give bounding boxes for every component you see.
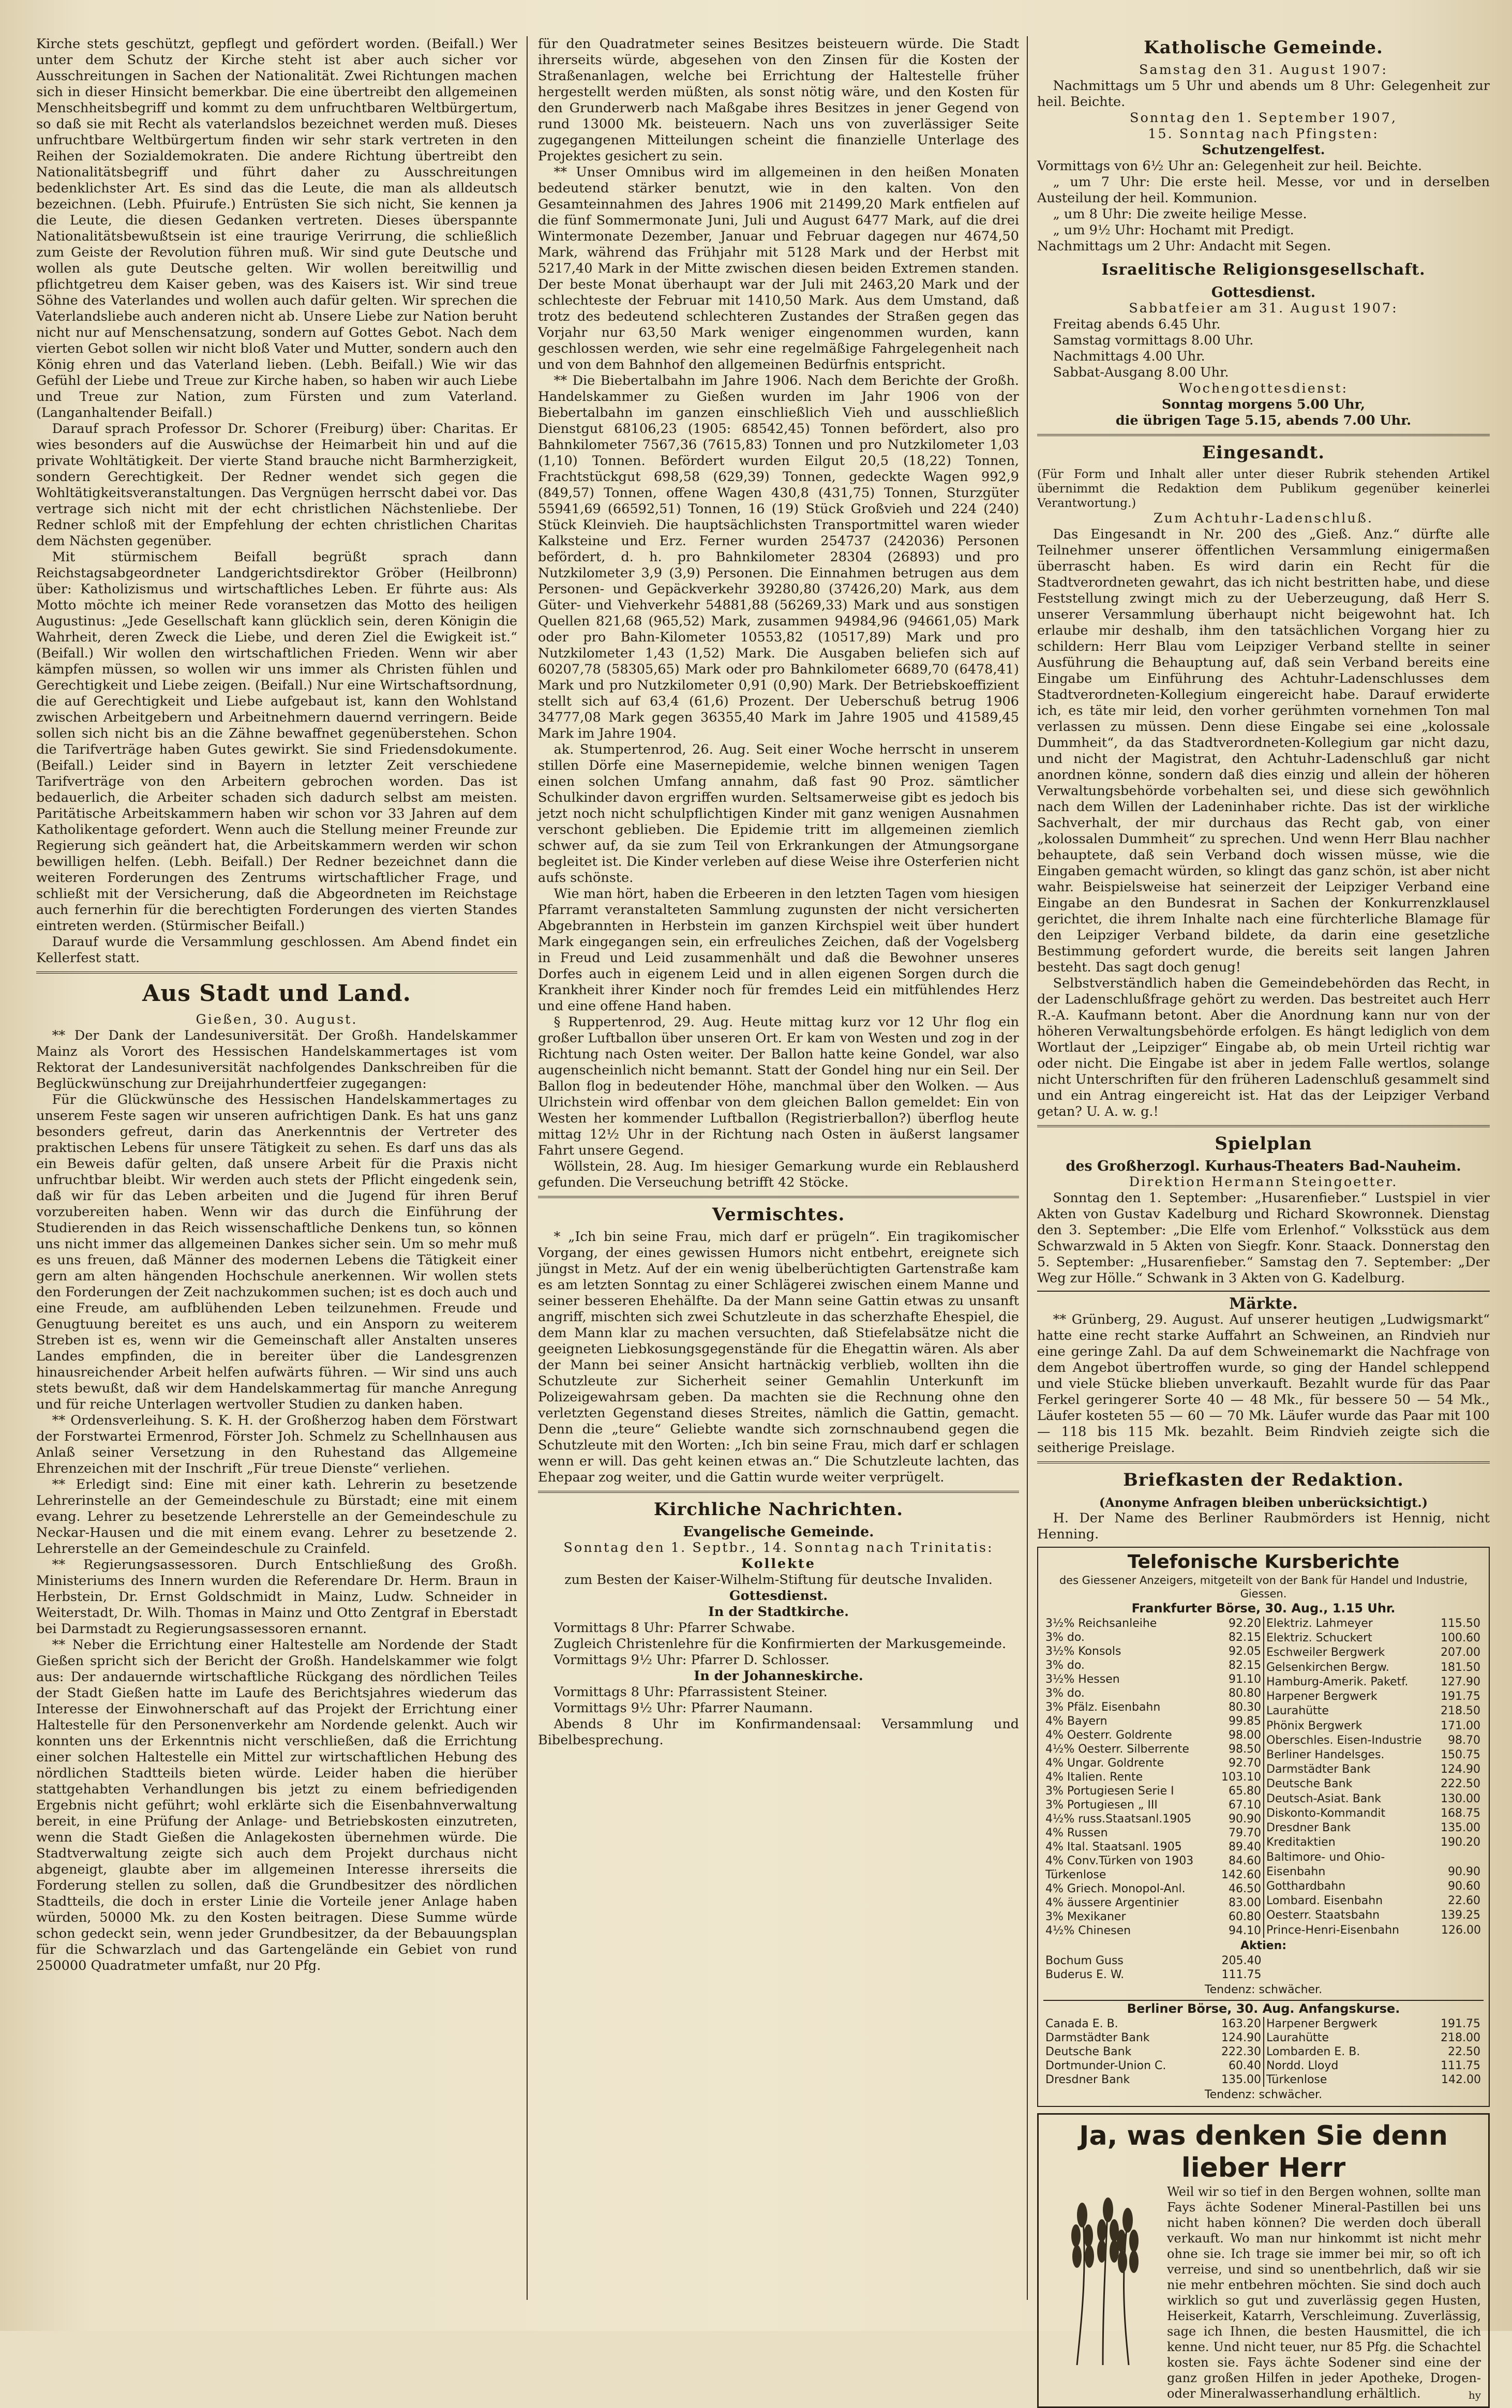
quote-value: 142.00: [1441, 2073, 1481, 2086]
quote-value: 98.50: [1229, 1743, 1261, 1756]
quote-value: 135.00: [1441, 1821, 1480, 1835]
quote-value: 130.00: [1441, 1792, 1480, 1805]
service-line: „ um 7 Uhr: Die erste heil. Messe, vor und in derselben Austeilung der heil. Kommunion.: [1037, 174, 1490, 206]
stock-report-title: Telefonische Kursberichte: [1127, 1551, 1400, 1573]
quote-row: [1264, 1806, 1483, 1821]
quote-value: 92.05: [1229, 1645, 1261, 1658]
tendenz-line: Tendenz: schwächer.: [1204, 1983, 1323, 1996]
quote-name: 4% Ital. Staatsanl. 1905: [1045, 1841, 1182, 1853]
quote-row: [1043, 1714, 1263, 1728]
quote-name: 3% do.: [1045, 1659, 1085, 1672]
quote-name: Laurahütte: [1266, 2031, 1329, 2044]
section-divider: [1037, 1291, 1490, 1292]
article-paragraph: Selbstverständlich haben die Gemeindebehörden das Recht, in der Ladenschlußfrage gehört zu werden. Das bestreitet auch Herr R.-A. Kaufmann betont. Aber die Anordnung kann nur von der höheren Verwaltungsbehörde erfolgen. Es hängt lediglich von dem Wortlaut der „Leipziger“ Eingabe ab, ob mein Urteil richtig war oder nicht. Die Eingabe ist aber in jedem Falle wertlos, solange nicht Unterschriften für den früheren Ladenschluß gesammelt sind und ein Antrag eingereicht ist. Hat das der Leipziger Verband getan? U. A. w. g.!: [1037, 976, 1490, 1119]
quote-name: 4½% Oesterr. Silberrente: [1045, 1743, 1189, 1756]
quote-value: 218.50: [1441, 1704, 1480, 1718]
service-line: „ um 8 Uhr: Die zweite heilige Messe.: [1053, 206, 1307, 222]
quote-row: [1043, 1631, 1263, 1644]
quote-value: 103.10: [1221, 1771, 1261, 1784]
quote-name: 3% Mexikaner: [1045, 1910, 1126, 1923]
quote-row: [1264, 1631, 1483, 1646]
quote-name: 4% Conv.Türken von 1903: [1045, 1854, 1194, 1867]
quote-value: 126.00: [1441, 1923, 1481, 1937]
quote-value: 90.90: [1229, 1813, 1261, 1826]
quote-row: [1043, 1924, 1263, 1938]
article-paragraph: * „Ich bin seine Frau, mich darf er prügeln“. Ein tragikomischer Vorgang, der eines gewissen Humors nicht entbehrt, ereignete sich jüngst in Metz. Auf der ein wenig übelberüchtigten Gartenstraße kam es am letzten Sonntag zu einer Schlägerei zwischen einem Manne und seiner besseren Ehehälfte. Da der Mann seine Gattin etwas zu unsanft angriff, mischten sich zwei Schutzleute in das scherzhafte Ehespiel, die dem Mann klar zu machen versuchten, daß Stiefelabsätze nicht die geeigneten Liebkosungsgegenstände für die Ehegattin wären. Als aber der Mann bei seiner Ansicht hartnäckig verblieb, wollten ihn die Schutzleute zur Sicherheit seiner Gemahlin Unterkunft im Polizeigewahrsam geben. Da machten sie die Rechnung ohne den verletzten Gegenstand dieses Streites, nämlich die Gattin, gemacht. Denn die „teure“ Geliebte wandte sich zornschnaubend gegen die Schutzleute mit den Worten: „Ich bin seine Frau, mich darf er schlagen wenn er will. Das geht keinen etwas an.“ Die Schutzleute lachten, das Ehepaar zog weiter, und die Gattin wurde weiter verprügelt.: [538, 1229, 1019, 1485]
subheading: Zum Achtuhr-Ladenschluß.: [1154, 511, 1373, 526]
article-paragraph: ** Grünberg, 29. August. Auf unserer heutigen „Ludwigsmarkt“ hatte eine recht starke Auffahrt an Schweinen, an Rindvieh nur eine geringe Zahl. Da auf dem Schweinemarkt die Nachfrage von dem Angebot übertroffen wurde, so ging der Handel schleppend und viele Stücke blieben unverkauft. Bezahlt wurde für das Paar Ferkel geringerer Sorte 40 — 48 Mk., für bessere 50 — 54 Mk., Läufer kosteten 55 — 60 — 70 Mk. Läufer wurde das Paar mit 100 — 118 bis 115 Mk. bezahlt. Beim Rindvieh zeigte sich die seitherige Preislage.: [1037, 1312, 1490, 1456]
quote-value: [1435, 1850, 1483, 1865]
quote-row: [1043, 1896, 1263, 1910]
quote-name: 3½% Konsols: [1045, 1645, 1121, 1658]
column-rule-1: [527, 36, 528, 2300]
article-paragraph: ak. Stumpertenrod, 26. Aug. Seit einer Woche herrscht in unserem stillen Dörfe eine Masernepidemie, welche binnen wenigen Tagen einen solchen Umfang annahm, daß fast 90 Proz. sämtlicher Schulkinder davon ergriffen wurden. Seltsamerweise gibt es jedoch bis jetzt noch nicht schulpflichtigen Kinder mit ganz wenigen Ausnahmen verschont geblieben. Die Epidemie tritt im allgemeinen ziemlich schwer auf, da sie zum Teil von Erkrankungen der Atmungsorgane begleitet ist. Die Kinder verleben auf diese Weise ihre Osterferien nicht aufs schönste.: [538, 742, 1019, 886]
service-line: Kollekte: [741, 1556, 816, 1572]
quote-name: 3% Portugiesen „ III: [1045, 1799, 1158, 1812]
quote-name: Eisenbahn: [1266, 1865, 1326, 1878]
quote-value: 60.80: [1229, 1910, 1261, 1923]
quote-name: Berliner Handelsges.: [1266, 1748, 1385, 1761]
section-divider: [1037, 1461, 1490, 1463]
local-news-paragraph: ** Der Dank der Landesuniversität. Der Großh. Handelskammer Mainz als Vorort des Hessischen Handelskammertages ist vom Rektorat der Landesuniversität nachfolgendes Dankschreiben für die Beglückwünschung zur Dreijahrhundertfeier zugegangen:: [36, 1028, 517, 1091]
quote-value: 84.60: [1229, 1854, 1261, 1867]
quote-value: 124.90: [1441, 1763, 1480, 1776]
quote-row: [1264, 2017, 1483, 2031]
quote-row: [1043, 1672, 1263, 1686]
service-line: Nachmittags um 2 Uhr: Andacht mit Segen.: [1037, 238, 1331, 254]
quote-row: [1043, 1644, 1263, 1658]
quote-name: Bochum Guss: [1045, 1954, 1124, 1967]
quote-name: 4% Russen: [1045, 1827, 1108, 1839]
quote-name: 3½% Hessen: [1045, 1673, 1120, 1686]
service-line: Sabbatfeier am 31. August 1907:: [1129, 301, 1398, 316]
quote-row: [1264, 2073, 1483, 2087]
quote-name: Eschweiler Bergwerk: [1266, 1646, 1385, 1659]
service-line: Freitag abends 6.45 Uhr.: [1053, 317, 1221, 332]
section-heading-kirchliche: Kirchliche Nachrichten.: [653, 1499, 904, 1520]
quote-name: Laurahütte: [1266, 1704, 1329, 1718]
quote-row: [1043, 1798, 1263, 1812]
quote-value: 222.30: [1221, 2045, 1261, 2058]
quote-value: 171.00: [1441, 1719, 1480, 1732]
quote-name: Harpener Bergwerk: [1266, 2017, 1378, 2030]
quote-row: [1264, 1879, 1483, 1894]
quote-name: 4% Italien. Rente: [1045, 1771, 1143, 1784]
local-news-paragraph: ** Neber die Errichtung einer Haltestelle am Nordende der Stadt Gießen spricht sich der Bericht der Großh. Handelskammer wie folgt aus: Der andauernde wirtschaftliche Rückgang des nördlichen Teiles der Stadt Gießen hatte im Laufe des Berichtsjahres wiederum das Interesse der Einwohnerschaft auf das Projekt der Errichtung einer Haltestelle für den Personenverkehr am Nordende gelenkt. Auch wir konnten uns der Erkenntnis nicht verschließen, daß die Errichtung einer solchen Haltestelle ein Mittel zur wirtschaftlichen Hebung des nördlichen Stadtteils bieten würde. Leider haben die hierüber stattgehabten Verhandlungen bis jetzt zu einem befriedigenden Ergebnis nicht geführt; wohl erklärte sich die Eisenbahnverwaltung bereit, in eine Prüfung der Anlage- und Betriebskosten einzutreten, wenn die Stadt Gießen die Anlagekosten übernehmen würde. Die Stadtverwaltung zeigte sich auch dem Projekt durchaus nicht abgeneigt, glaubte aber im allgemeinen Interesse ihrerseits die Forderung stellen zu sollen, daß die Grundbesitzer des nördlichen Stadtteils, die doch in erster Linie die Vorteile jener Anlage haben würden, 50000 Mk. zu den Kosten beitragen. Diese Summe würde schon gedeckt sein, wenn jeder Grundbesitzer, da der Bebauungsplan für die Schwarzlach und das Gartengelände ein Gebiet von rund 250000 Quadratmeter umfaßt, nur 20 Pfg.: [36, 1637, 517, 1973]
quote-row: [1264, 1617, 1483, 1631]
quote-name: Deutsche Bank: [1045, 2045, 1132, 2058]
service-line: Vormittags 9½ Uhr: Pfarrer Naumann.: [553, 1700, 813, 1716]
service-line: In der Johanneskirche.: [694, 1668, 863, 1684]
quote-row: [1264, 2059, 1483, 2073]
tendenz-line: Tendenz: schwächer.: [1204, 2088, 1323, 2101]
service-line: Sonntag den 1. September 1907,: [1129, 110, 1398, 126]
service-line: Vormittags 8 Uhr: Pfarrer Schwabe.: [553, 1620, 796, 1636]
article-paragraph: Darauf sprach Professor Dr. Schorer (Freiburg) über: Charitas. Er wies besonders auf die Auswüchse der Heimarbeit hin und auf die private Wohltätigkeit. Der vierte Stand brauche nicht Barmherzigkeit, sondern Gerechtigkeit. Der Redner wendet sich gegen die Wohltätigkeitsveranstaltungen. Das Vergnügen herrscht dabei vor. Das vertrage sich nicht mit der echt christlichen Nächstenliebe. Der Redner schloß mit der Empfehlung der echten christlichen Charitas dem Nächsten gegenüber.: [36, 421, 517, 549]
section-divider: [538, 1196, 1019, 1198]
quote-row: [1264, 1923, 1483, 1938]
dateline: Gießen, 30. August.: [196, 1012, 358, 1027]
quote-name: Lombarden E. B.: [1266, 2045, 1360, 2058]
section-divider: [1037, 1125, 1490, 1127]
quote-value: 80.30: [1229, 1701, 1261, 1714]
quote-name: Nordd. Lloyd: [1266, 2059, 1339, 2072]
quote-row: [1043, 1686, 1263, 1700]
advertisement-sodener: [1037, 2113, 1490, 2408]
section-heading-briefkasten: Briefkasten der Redaktion.: [1123, 1470, 1404, 1490]
ad-body-text: Weil wir so tief in den Bergen wohnen, sollte man Fays ächte Sodener Mineral-Pastillen bei uns nicht haben können? Die werden doch überall verkauft. Wo man nur hinkommt ist nicht mehr ohne sie. Ich trage sie immer bei mir, so oft ich verreise, und sind so unentbehrlich, daß wir sie nie mehr entbehren möchten. Sie sind doch auch wirklich so gut und zuverlässig gegen Husten, Heiserkeit, Katarrh, Verschleimung. Zuverlässig, sage ich Ihnen, die besten Hausmittel, die ich kenne. Und nicht teuer, nur 85 Pfg. die Schachtel kosten sie. Fays ächte Sodener sind eine der ganz großen Hilfen in jeder Apotheke, Drogen- oder Mineralwasserhandlung erhältlich.: [1167, 2185, 1481, 2401]
service-line: „ um 9½ Uhr: Hochamt mit Predigt.: [1053, 222, 1294, 238]
quote-name: Dresdner Bank: [1266, 1821, 1351, 1835]
column-2: [538, 36, 1019, 2300]
quote-row: [1264, 1762, 1483, 1777]
quote-row: [1264, 1719, 1483, 1733]
quote-row: [1264, 1689, 1483, 1704]
quote-name: Türkenlose: [1266, 2073, 1327, 2086]
quote-value: 142.60: [1221, 1868, 1261, 1881]
quote-name: Phönix Bergwerk: [1266, 1719, 1363, 1732]
quote-row: [1043, 2031, 1263, 2045]
director-line: Direktion Hermann Steingoetter.: [1129, 1174, 1398, 1190]
service-line: Vormittags von 6½ Uhr an: Gelegenheit zur heil. Beichte.: [1037, 158, 1422, 174]
local-news-paragraph: ** Ordensverleihung. S. K. H. der Großherzog haben dem Förstwart der Forstwartei Ermenrod, Förster Joh. Schmelz zu Schellnhausen aus Anlaß seiner Versetzung in den Ruhestand das Allgemeine Ehrenzeichen mit der Inschrift „Für treue Dienste“ verliehen.: [36, 1413, 517, 1476]
quote-row: [1264, 1865, 1483, 1879]
quote-name: 4% Ungar. Goldrente: [1045, 1757, 1164, 1770]
quote-value: 46.50: [1229, 1882, 1261, 1895]
quote-row: [1264, 1646, 1483, 1660]
aktien-table: [1043, 1954, 1264, 1982]
share-table: [1263, 1617, 1484, 1938]
subheading: des Großherzogl. Kurhaus-Theaters Bad-Nauheim.: [1066, 1158, 1461, 1174]
quote-value: 82.15: [1229, 1659, 1261, 1672]
quote-name: Harpener Bergwerk: [1266, 1690, 1378, 1703]
ad-mark: hy: [1468, 2389, 1481, 2401]
quote-value: 135.00: [1221, 2073, 1261, 2086]
quote-row: [1043, 1770, 1263, 1784]
quote-row: [1043, 1617, 1263, 1631]
quote-name: Gotthardbahn: [1266, 1879, 1346, 1893]
quote-row: [1043, 1728, 1263, 1742]
quote-name: Darmstädter Bank: [1045, 2031, 1150, 2044]
quote-value: 92.70: [1229, 1757, 1261, 1770]
quote-value: 22.60: [1448, 1894, 1480, 1908]
quote-name: 3½% Reichsanleihe: [1045, 1617, 1157, 1630]
quote-name: Prince-Henri-Eisenbahn: [1266, 1923, 1399, 1937]
quote-name: Elektriz. Schuckert: [1266, 1632, 1372, 1645]
quote-name: Dortmunder-Union C.: [1045, 2059, 1166, 2072]
section-divider: [36, 971, 517, 974]
frankfurt-exchange-heading: Frankfurter Börse, 30. Aug., 1.15 Uhr.: [1131, 1601, 1396, 1616]
article-paragraph: Mit stürmischem Beifall begrüßt sprach dann Reichstagsabgeordneter Landgerichtsdirektor Gröber (Heilbronn) über: Katholizismus und wirtschaftliches Leben. Er führte aus: Als Motto möchte ich meiner Rede voransetzen das Motto des heiligen Augustinus: „Jede Gesellschaft kann glücklich sein, deren Königin die Wahrheit, deren Zweck die Liebe, und deren Ziel die Ewigkeit ist.“ (Beifall.) Wir wollen den wirtschaftlichen Frieden. Wenn wir aber kämpfen müssen, so wollen wir uns immer als Christen fühlen und Gerechtigkeit und Liebe zeigen. (Beifall.) Nur eine Wirtschaftsordnung, die auf Gerechtigkeit und Liebe aufgebaut ist, kann den Wohlstand zwischen Arbeitgebern und Arbeitnehmern dauernd verringern. Beide sollen sich nicht bis an die Zähne bewaffnet gegenüberstehen. Schon die Tarifverträge haben Gutes gewirkt. Sie sind Friedensdokumente. (Beifall.) Leider sind in Bayern in letzter Zeit verschiedene Tarifverträge von den Arbeitern gebrochen worden. Das ist bedauerlich, die Arbeiter schaden sich dadurch selbst am meisten. Paritätische Arbeitskammern haben wir schon vor 33 Jahren auf dem Katholikentage gefordert. Wenn auch die Stellung meiner Freunde zur Regierung sich geändert hat, die Arbeitskammern werden wir schon bewilligen helfen. (Lebh. Beifall.) Der Redner bezeichnet dann die weiteren Forderungen des Zentrums wirtschaftlicher Frage, und schließt mit der Versicherung, daß die Abgeordneten im Reichstage auch fernerhin für die berechtigten Forderungen des vierten Standes eintreten werden. (Stürmischer Beifall.): [36, 549, 517, 934]
berlin-table-right: [1263, 2017, 1484, 2087]
service-line: Samstag den 31. August 1907:: [1139, 62, 1388, 78]
quote-row: [1043, 1854, 1263, 1868]
service-line: 15. Sonntag nach Pfingsten:: [1148, 126, 1379, 142]
quote-name: 4% Griech. Monopol-Anl.: [1045, 1882, 1186, 1895]
berlin-table-left: [1043, 2017, 1263, 2087]
quote-value: 111.75: [1441, 2059, 1480, 2072]
column-3: [1037, 36, 1490, 2401]
stock-report-box: [1037, 1547, 1490, 2107]
quote-row: [1264, 1821, 1483, 1835]
quote-row: [1264, 1908, 1483, 1923]
quote-name: Kreditaktien: [1266, 1836, 1336, 1849]
quote-name: 3% do.: [1045, 1687, 1085, 1700]
article-paragraph: H. Der Name des Berliner Raubmörders ist Hennig, nicht Henning.: [1037, 1510, 1490, 1542]
quote-value: 127.90: [1441, 1675, 1480, 1688]
quote-value: 191.75: [1441, 2017, 1480, 2030]
quote-value: 181.50: [1441, 1661, 1480, 1674]
quote-row: [1264, 1894, 1483, 1908]
quote-row: [1043, 1742, 1263, 1756]
service-line: In der Stadtkirche.: [708, 1604, 849, 1620]
article-paragraph: Darauf wurde die Versammlung geschlossen. Am Abend findet ein Kellerfest statt.: [36, 934, 517, 966]
quote-name: Baltimore- und Ohio-: [1266, 1850, 1385, 1864]
section-heading-eingesandt: Eingesandt.: [1202, 442, 1325, 463]
quote-value: 163.20: [1221, 2017, 1261, 2030]
service-line: die übrigen Tage 5.15, abends 7.00 Uhr.: [1115, 413, 1412, 428]
quote-row: [1264, 1777, 1483, 1791]
quote-row: [1264, 1850, 1483, 1865]
quote-row: [1043, 2059, 1263, 2073]
quote-name: Dresdner Bank: [1045, 2073, 1130, 2086]
stock-table-frankfurt: [1043, 1617, 1484, 1938]
section-heading-katholisch: Katholische Gemeinde.: [1144, 37, 1383, 58]
service-line: Zugleich Christenlehre für die Konfirmierten der Markusgemeinde.: [553, 1636, 1007, 1652]
local-news-paragraph: Für die Glückwünsche des Hessischen Handelskammertages zu unserem Feste sagen wir unseren aufrichtigen Dank. Es hat uns ganz besonders gefreut, darin das Anerkenntnis der Vertreter des praktischen Lebens für unsere Tätigkeit zu sehen. Es darf uns das als ein Beweis dafür gelten, daß unsere Arbeit für die Praxis nicht unfruchtbar bleibt. Wir werden auch stets der Pflicht eingedenk sein, daß wir für das Leben arbeiten und die Jugend für ihren Beruf vorzubereiten haben. Wenn wir das durch die Einführung der Studierenden in das Reich wissenschaftliche Denkens tun, so können uns nicht immer das allgemeinen Dankes sicher sein. Um so mehr muß es uns freuen, daß Männer des modernen Lebens die Tätigkeit einer gern am alten hängenden Hochschule anerkennen. Wir wollen stets den Forderungen der Zeit nachzukommen suchen; ist es doch auch und eine Freude, am aufblühenden Leben teilzunehmen. Freude und Genugtuung bereitet es uns auch, und ein Ansporn zu weiterem Streben ist es, wenn wir die Gemeinschaft aller Anstalten unseres Landes empfinden, die in bereiter über die Landesgrenzen hinausreichender Arbeit helfen aufwärts führen. — Wir sind uns auch stets bewußt, daß wir dem Handelskammertag für manche Anregung und für reiche Unterlagen wertvoller Studien zu danken haben.: [36, 1092, 517, 1412]
quote-row: [1043, 1968, 1264, 1982]
service-line: Vormittags 8 Uhr: Pfarrassistent Steiner.: [553, 1684, 828, 1700]
article-paragraph: Wöllstein, 28. Aug. Im hiesiger Gemarkung wurde ein Reblausherd gefunden. Die Verseuchung betrifft 42 Stöcke.: [538, 1159, 1019, 1190]
service-line: Gottesdienst.: [729, 1588, 828, 1604]
service-line: Abends 8 Uhr im Konfirmandensaal: Versammlung und Bibelbesprechung.: [538, 1716, 1019, 1748]
quote-name: Darmstädter Bank: [1266, 1763, 1371, 1776]
quote-value: 111.75: [1221, 1968, 1262, 1981]
bond-table: [1043, 1617, 1263, 1938]
subheading: (Anonyme Anfragen bleiben unberücksichtigt.): [1099, 1495, 1428, 1510]
quote-value: 98.70: [1448, 1733, 1480, 1747]
quote-row: [1043, 1784, 1263, 1798]
service-line: zum Besten der Kaiser-Wilhelm-Stiftung für deutsche Invaliden.: [564, 1572, 993, 1588]
berlin-exchange-heading: Berliner Börse, 30. Aug. Anfangskurse.: [1043, 2000, 1484, 2017]
quote-name: 3% do.: [1045, 1631, 1085, 1644]
quote-value: 218.00: [1441, 2031, 1480, 2044]
quote-value: 89.40: [1229, 1841, 1261, 1853]
quote-row: [1043, 1840, 1263, 1854]
article-paragraph: für den Quadratmeter seines Besitzes beisteuern würde. Die Stadt ihrerseits würde, abgesehen von den Zinsen für die Kosten der Straßenanlagen, welche bei Errichtung der Haltestelle früher hergestellt werden müßten, als sonst nötig wäre, und den Kosten für den Grunderwerb nach Maßgabe ihres Besitzes in jener Gegend von rund 13000 Mk. beisteuern. Nach uns von zuverlässiger Seite zugegangenen Mitteilungen scheint die finanzielle Unterlage des Projektes gesichert zu sein.: [538, 36, 1019, 164]
quote-row: [1264, 1733, 1483, 1748]
quote-row: [1264, 1661, 1483, 1675]
quote-value: 67.10: [1229, 1799, 1261, 1812]
quote-row: [1264, 1704, 1483, 1718]
quote-value: 115.50: [1441, 1617, 1480, 1630]
quote-value: 100.60: [1441, 1632, 1480, 1645]
quote-value: 150.75: [1441, 1748, 1480, 1761]
editorial-note: (Für Form und Inhalt aller unter dieser Rubrik stehenden Artikel übernimmt die Redaktion dem Publikum gegenüber keinerlei Verantwortung.): [1037, 468, 1490, 510]
quote-row: [1264, 2031, 1483, 2045]
article-paragraph: ** Die Biebertalbahn im Jahre 1906. Nach dem Berichte der Großh. Handelskammer zu Gießen wurden im Jahr 1906 von der Biebertalbahn im ganzen einschließlich Vieh und ausschließlich Dienstgut 68106,23 (1905: 68542,45) Tonnen befördert, also pro Bahnkilometer 7567,36 (7615,83) Tonnen und pro Nutzkilometer 1,03 (1,10) Tonnen. Befördert wurden Eilgut 20,5 (18,22) Tonnen, Frachtstückgut 698,58 (629,39) Tonnen, gedeckte Wagen 992,9 (849,57) Tonnen, offene Wagen 430,8 (431,75) Tonnen, Sturzgüter 55941,69 (66592,51) Tonnen, 16 (19) Stück Großvieh und 224 (240) Stück Kleinvieh. Die hauptsächlichsten Transportmittel waren wieder Kalksteine und Erz. Ferner wurden 254737 (242036) Personen befördert, d. h. pro Bahnkilometer 28304 (26893) und pro Nutzkilometer 3,9 (3,9) Personen. Die Einnahmen betrugen aus dem Personen- und Gepäckverkehr 39280,80 (37426,20) Mark, aus dem Güter- und Viehverkehr 54881,88 (56269,33) Mark und aus sonstigen Quellen 821,68 (965,52) Mark, zusammen 94984,96 (94661,05) Mark oder pro Bahn-Kilometer 10553,82 (10517,89) Mark und pro Nutzkilometer 1,43 (1,52) Mark. Die Ausgaben beliefen sich auf 60207,78 (58305,65) Mark oder pro Bahnkilometer 6689,70 (6478,41) Mark und pro Nutzkilometer 0,91 (0,90) Mark. Der Betriebskoeffizient stellt sich auf 63,4 (61,6) Prozent. Der Ueberschuß betrug 1906 34777,08 Mark gegen 36355,40 Mark im Jahre 1905 und 41589,45 Mark im Jahre 1904.: [538, 373, 1019, 741]
service-line: Sonntag morgens 5.00 Uhr,: [1162, 397, 1365, 412]
quote-value: 191.75: [1441, 1690, 1480, 1703]
quote-value: 190.20: [1441, 1836, 1480, 1849]
quote-value: 94.10: [1229, 1924, 1261, 1937]
quote-name: Deutsch-Asiat. Bank: [1266, 1792, 1381, 1805]
stock-report-subtitle: des Giessener Anzeigers, mitgeteilt von der Bank für Handel und Industrie, Giessen.: [1059, 1574, 1468, 1600]
ad-headline: Ja, was denken Sie denn lieber Herr: [1079, 2120, 1448, 2183]
quote-name: Oberschles. Eisen-Industrie: [1266, 1733, 1422, 1747]
service-line: Samstag vormittags 8.00 Uhr.: [1053, 333, 1254, 348]
wheat-illustration-icon: [1046, 2184, 1160, 2401]
service-line: Nachmittags um 5 Uhr und abends um 8 Uhr: Gelegenheit zur heil. Beichte.: [1037, 78, 1490, 110]
article-paragraph: Kirche stets geschützt, gepflegt und gefördert worden. (Beifall.) Wer unter dem Schutz der Kirche steht ist aber auch sicher vor Ausschreitungen in Sachen der Nationalität. Zwei Richtungen machen sich in dieser Hinsicht bemerkbar. Die eine übertreibt den allgemeinen Menschheitsbegriff und kommt zu dem unfruchtbaren Weltbürgertum, so daß sie mit Recht als vaterlandslos bezeichnet werden muß. Dieses unfruchtbare Weltbürgertum finden wir sehr stark vertreten in den Reihen der Sozialdemokraten. Die andere Richtung übertreibt den Nationalitätsbegriff und führt daher zu Ausschreitungen bedenklichster Art. Es sind das die Leute, die man als alldeutsch bezeichnen. (Lebh. Pfuirufe.) Entrüsten Sie sich nicht, Sie kennen ja die Leute, die diesen Gedanken vertreten. Dieses überspannte Nationalitätsbewußtsein ist eine traurige Verirrung, die schließlich zum Geiste der Revolution führen muß. Wir sind gute Deutsche und wollen als gute Deutsche gelten. Wir wollen bereitwillig und pflichtgetreu dem Kaiser geben, was des Kaisers ist. Wir sind treue Söhne des Vaterlandes und wollen auch dafür gelten. Wir sprechen die Vaterlandsliebe auch anderen nicht ab. Unsere Liebe zur Nation beruht nicht nur auf Menschensatzung, sondern auf Gottes Gebot. Nach dem vierten Gebot sollen wir nicht bloß Vater und Mutter, sondern auch den König ehren und das Vaterland lieben. (Lebh. Beifall.) Wie wir das Gefühl der Liebe und Treue zur Kirche haben, so haben wir auch Liebe und Treue zur Nation, zum Fürsten und zum Vaterland. (Langanhaltender Beifall.): [36, 36, 517, 421]
article-paragraph: ** Unser Omnibus wird im allgemeinen in den heißen Monaten bedeutend stärker benutzt, wie in den kalten. Von den Gesamteinnahmen des Jahres 1906 mit 21499,20 Mark entfielen auf die fünf Sommermonate Juni, Juli und August 6477 Mark, auf die drei Wintermonate Dezember, Januar und Februar dagegen nur 4674,50 Mark, während das Frühjahr mit 5128 Mark und der Herbst mit 5217,40 Mark in der Mitte zwischen diesen beiden Extremen standen. Der beste Monat überhaupt war der Juli mit 2463,20 Mark und der schlechteste der Februar mit 1410,50 Mark. Aus dem Umstand, daß trotz des bedeutend schlechteren Zustandes der Straßen gegen das Vorjahr nur 63,50 Mark weniger eingenommen wurden, kann geschlossen werden, wie sehr eine regelmäßige Fahrgelegenheit nach und von dem Bahnhof den allgemeinen Bedürfnis entspricht.: [538, 164, 1019, 372]
quote-row: [1043, 1868, 1263, 1882]
section-heading-vermischtes: Vermischtes.: [712, 1204, 845, 1225]
service-line: Sonntag den 1. Septbr., 14. Sonntag nach Trinitatis:: [563, 1540, 994, 1556]
quote-row: [1043, 1756, 1263, 1770]
quote-row: [1043, 1910, 1263, 1924]
quote-name: 3% Portugiesen Serie I: [1045, 1785, 1174, 1798]
quote-name: Diskonto-Kommandit: [1266, 1806, 1386, 1820]
quote-value: 99.85: [1229, 1715, 1261, 1728]
service-line: Sabbat-Ausgang 8.00 Uhr.: [1053, 365, 1229, 380]
quote-value: 90.90: [1448, 1865, 1480, 1878]
quote-value: 124.90: [1221, 2031, 1261, 2044]
quote-name: 4% Oesterr. Goldrente: [1045, 1729, 1172, 1742]
quote-row: [1043, 1826, 1263, 1840]
section-heading-israelitisch: Israelitische Religionsgesellschaft.: [1101, 261, 1426, 279]
service-line: Wochengottesdienst:: [1178, 381, 1349, 396]
quote-name: 4½% russ.Staatsanl.1905: [1045, 1813, 1192, 1826]
article-paragraph: Sonntag den 1. September: „Husarenfieber.“ Lustspiel in vier Akten von Gustav Kadelburg und Richard Skowronnek. Dienstag den 3. September: „Die Elfe vom Erlenhof.“ Volksstück aus dem Schwarzwald in 5 Akten von Siegfr. Konr. Staack. Donnerstag den 5. September: „Husarenfieber.“ Samstag den 7. September: „Der Weg zur Hölle.“ Schwank in 3 Akten von G. Kadelburg.: [1037, 1190, 1490, 1286]
quote-name: Türkenlose: [1045, 1868, 1106, 1881]
subheading: Gottesdienst.: [1211, 285, 1316, 301]
local-news-paragraph: ** Regierungsassessoren. Durch Entschließung des Großh. Ministeriums des Innern wurden die Referendare Dr. Herm. Braun in Herbstein, Dr. Ernst Goldschmidt in Mainz, Ludw. Schneider in Weiterstadt, Dr. Wilh. Thomas in Mainz und Otto Zentgraf in Eberstadt bei Darmstadt zu Regierungsassessoren ernannt.: [36, 1557, 517, 1637]
column-1: [36, 36, 517, 2300]
service-line: Schutzengelfest.: [1202, 142, 1325, 158]
quote-row: [1043, 1954, 1264, 1968]
column-rule-2: [1027, 36, 1028, 2300]
quote-name: 4% äussere Argentinier: [1045, 1896, 1179, 1909]
quote-value: 98.00: [1229, 1729, 1261, 1742]
quote-row: [1043, 2045, 1263, 2059]
local-news-paragraph: ** Erledigt sind: Eine mit einer kath. Lehrerin zu besetzende Lehrerinstelle an der Gemeindeschule zu Bürstadt; eine mit einem evang. Lehrer zu besetzende Lehrerstelle an der Gemeindeschule zu Neckar-Hausen und die mit einem evang. Lehrer zu besetzende 2. Lehrerstelle an der Gemeindeschule zu Crainfeld.: [36, 1477, 517, 1557]
section-heading-stadt-land: Aus Stadt und Land.: [142, 980, 411, 1007]
quote-name: Hamburg-Amerik. Paketf.: [1266, 1675, 1409, 1688]
quote-value: 168.75: [1441, 1806, 1480, 1820]
subheading: Evangelische Gemeinde.: [683, 1524, 874, 1540]
quote-row: [1264, 1675, 1483, 1689]
quote-name: Gelsenkirchen Bergw.: [1266, 1661, 1389, 1674]
quote-value: 83.00: [1229, 1896, 1261, 1909]
quote-value: 60.40: [1229, 2059, 1261, 2072]
quote-name: Canada E. B.: [1045, 2017, 1118, 2030]
section-heading-spielplan: Spielplan: [1215, 1133, 1312, 1154]
quote-name: 4½% Chinesen: [1045, 1924, 1131, 1937]
quote-row: [1043, 2017, 1263, 2031]
quote-value: 79.70: [1229, 1827, 1261, 1839]
quote-row: [1043, 1658, 1263, 1672]
quote-row: [1043, 1882, 1263, 1896]
quote-value: 90.60: [1448, 1879, 1480, 1893]
quote-value: 205.40: [1221, 1954, 1262, 1967]
quote-name: Elektriz. Lahmeyer: [1266, 1617, 1373, 1630]
quote-name: 3% Pfälz. Eisenbahn: [1045, 1701, 1161, 1714]
service-line: Nachmittags 4.00 Uhr.: [1053, 349, 1205, 364]
article-paragraph: Wie man hört, haben die Erbeeren in den letzten Tagen vom hiesigen Pfarramt veranstalteten Sammlung zugunsten der nicht versicherten Abgebrannten in Herbstein im ganzen Kirchspiel weit über hundert Mark eingegangen sein, ein erfreuliches Zeichen, daß der Vogelsberg in Freud und Leid zusammenhält und daß die Bewohner unseres Dorfes auch in eigenem Leid und in allen eigenen Sorgen durch die Krankheit ihrer Kinder noch für fremdes Leid ein mitfühlendes Herz und eine offene Hand haben.: [538, 886, 1019, 1014]
service-line: Vormittags 9½ Uhr: Pfarrer D. Schlosser.: [553, 1652, 830, 1668]
section-divider: [538, 1491, 1019, 1493]
quote-row: [1264, 2045, 1483, 2059]
quote-name: Deutsche Bank: [1266, 1777, 1353, 1791]
article-paragraph: Das Eingesandt in Nr. 200 des „Gieß. Anz.“ dürfte alle Teilnehmer unserer öffentlichen Versammlung einigermaßen überrascht haben. Es wird darin ein Recht für die Stadtverordneten gewahrt, das ich nicht bestritten habe, und diese Feststellung zwingt mich zu der Ueberzeugung, daß Herr S. unserer Versammlung überhaupt nicht beigewohnt hat. Ich erlaube mir deshalb, ihm den tatsächlichen Vorgang hier zu schildern: Herr Blau vom Leipziger Verband stellte in seiner Ausführung die Behauptung auf, daß sein Verband bereits eine Eingabe um Einführung des Achtuhr-Ladenschlusses dem Stadtverordneten-Kollegium eingereicht habe. Darauf erwiderte ich, es täte mir leid, den vorher gerühmten vornehmen Ton mal verlassen zu müssen. Denn diese Eingabe sei eine „kolossale Dummheit“, da das Stadtverordneten-Kollegium gar nicht dazu, und nicht der Magistrat, den Achtuhr-Ladenschluß gar nicht anordnen könne, sondern daß dies einzig und allein der höheren Verwaltungsbehörde vorbehalten sei, und diese sich gewöhnlich nach dem Willen der Ladeninhaber richte. Das ist der wirkliche Sachverhalt, der mir durchaus das Recht gab, von einer „kolossalen Dummheit“ zu sprechen. Und wenn Herr Blau nachher behauptete, daß sein Verband doch wissen müsse, wie die Eingaben gemacht würden, so klingt das ganz schön, ist aber nicht wahr. Beispielsweise hat seinerzeit der Leipziger Verband eine Eingabe an den Bundesrat in Sachen der Konkurrenzklausel gerichtet, die ihrem Inhalte nach eine fürchterliche Blamage für den Leipziger Verband bildete, da darin eine gesetzliche Bestimmung gefordert wurde, die bereits seit langen Jahren besteht. Das sagt doch genug!: [1037, 527, 1490, 975]
quote-value: 22.50: [1448, 2045, 1480, 2058]
quote-row: [1264, 1835, 1483, 1850]
quote-name: Lombard. Eisenbahn: [1266, 1894, 1383, 1908]
quote-value: 80.80: [1229, 1687, 1261, 1700]
aktien-label: Aktien:: [1240, 1939, 1287, 1952]
quote-row: [1043, 2073, 1263, 2087]
quote-value: 222.50: [1441, 1777, 1480, 1791]
quote-name: Buderus E. W.: [1045, 1968, 1125, 1981]
quote-name: Oesterr. Staatsbahn: [1266, 1909, 1380, 1922]
article-paragraph: § Ruppertenrod, 29. Aug. Heute mittag kurz vor 12 Uhr flog ein großer Luftballon über unseren Ort. Er kam von Westen und zog in der Richtung nach Osten weiter. Der Ballon hatte keine Gondel, war also augenscheinlich nicht bemannt. Statt der Gondel hing nur ein Seil. Der Ballon flog in bedeutender Höhe, manchmal über den Wolken. — Aus Ulrichstein wird offenbar von dem gleichen Ballon gemeldet: Ein von Westen her kommender Luftballon (Registrierballon?) überflog heute mittag 12½ Uhr in der Richtung nach Osten in äußerst langsamer Fahrt unsere Gegend.: [538, 1014, 1019, 1158]
section-divider: [1037, 434, 1490, 436]
quote-value: 207.00: [1441, 1646, 1480, 1659]
quote-value: 82.15: [1229, 1631, 1261, 1644]
quote-row: [1043, 1812, 1263, 1826]
quote-value: 92.20: [1229, 1617, 1261, 1630]
quote-name: 4% Bayern: [1045, 1715, 1107, 1728]
quote-row: [1264, 1748, 1483, 1762]
quote-row: [1043, 1700, 1263, 1714]
quote-value: 91.10: [1229, 1673, 1261, 1686]
stock-table-berlin: [1043, 2017, 1484, 2087]
quote-value: 139.25: [1441, 1909, 1480, 1922]
section-heading-maerkte: Märkte.: [1229, 1295, 1298, 1313]
quote-row: [1264, 1792, 1483, 1806]
quote-value: 65.80: [1229, 1785, 1261, 1798]
